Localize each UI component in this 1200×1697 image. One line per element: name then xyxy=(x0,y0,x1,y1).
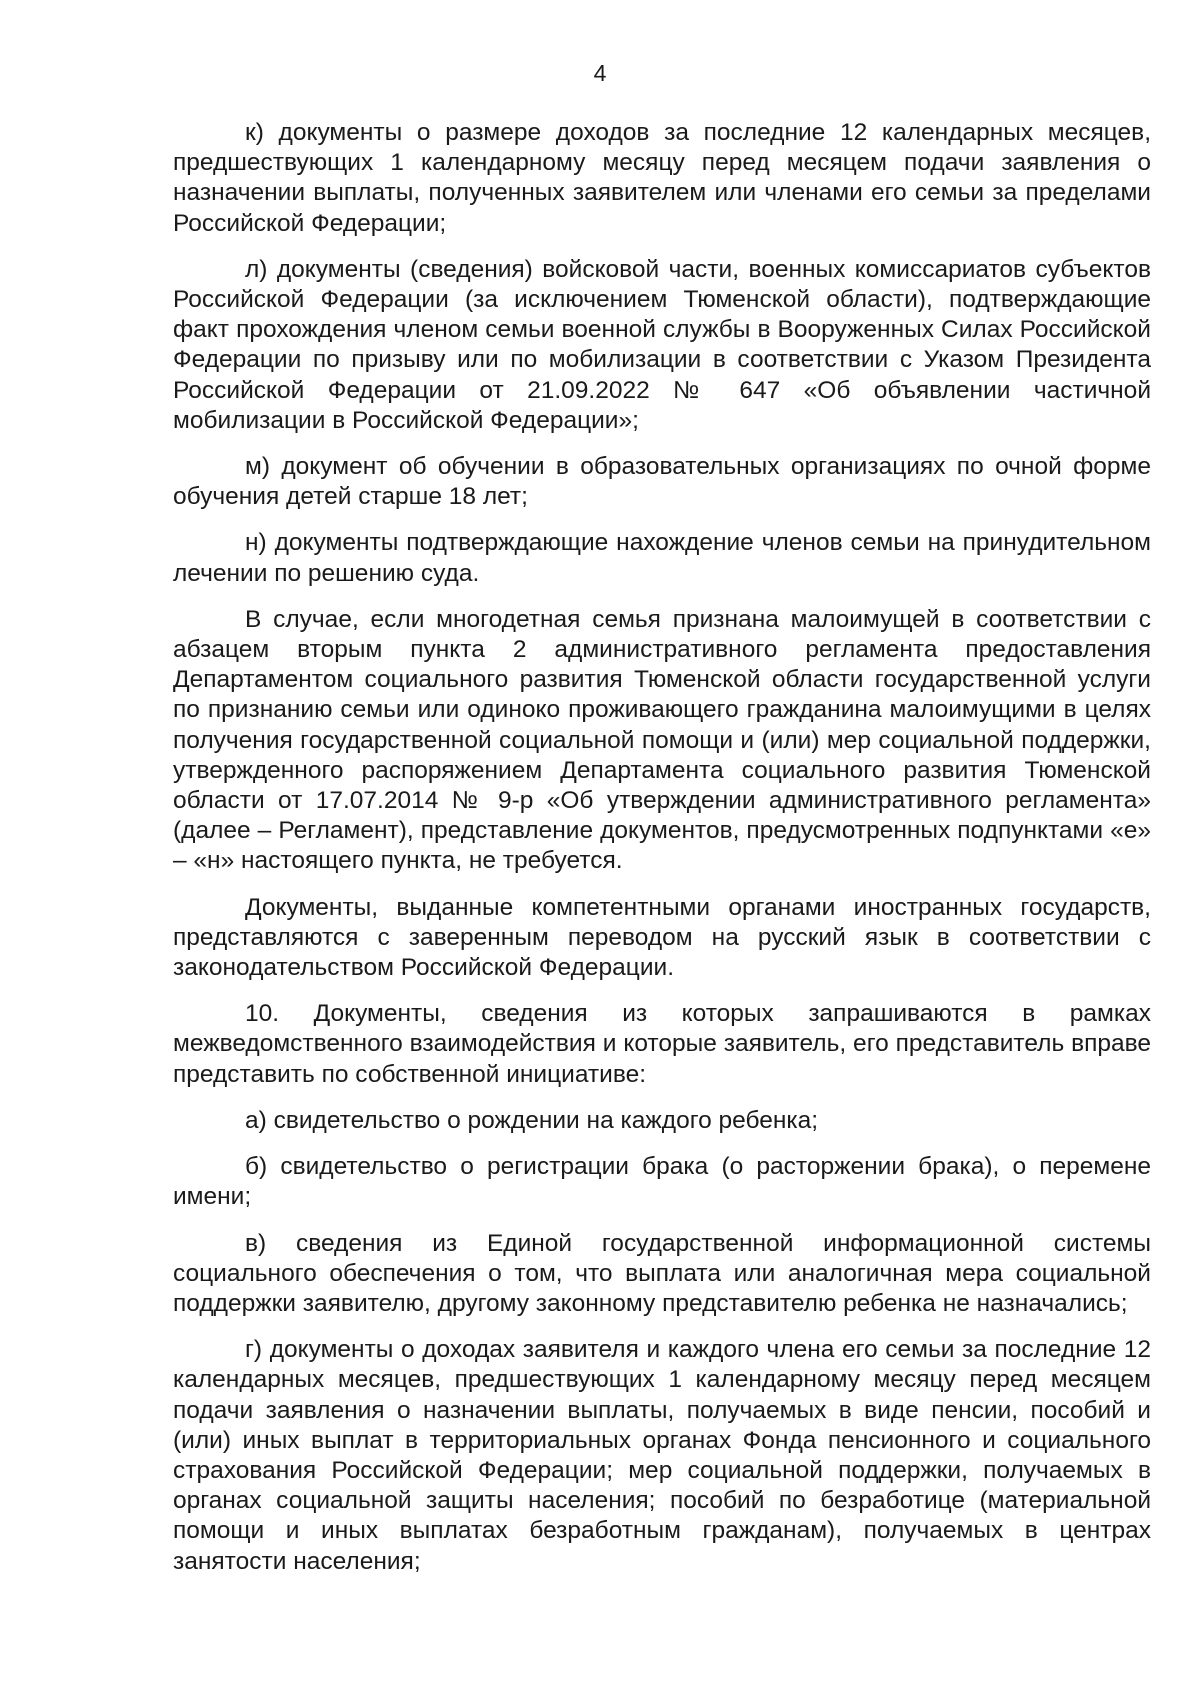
document-body xyxy=(173,118,1151,1593)
paragraph-v-social-security-info: в) сведения из Единой государственной информационной системы социального обеспечения о том, что выплата или аналогичная мера социальной поддержки заявителю, другому законному представителю ребенка не назначались; xyxy=(173,1229,1151,1317)
paragraph-low-income-family-exemption: В случае, если многодетная семья признана малоимущей в соответствии с абзацем вторым пункта 2 административного регламента предоставления Департаментом социального развития Тюменской области государственной услуги по признанию семьи или одиноко проживающего гражданина малоимущими в целях получения государственной социальной помощи и (или) мер социальной поддержки, утвержденного распоряжением Департамента социального развития Тюменской области от 17.07.2014 № 9-р «Об утверждении административного регламента» (далее – Регламент), представление документов, предусмотренных подпунктами «е» – «н» настоящего пункта, не требуется. xyxy=(173,605,1151,875)
page-number: 4 xyxy=(593,60,607,86)
paragraph-m-education-document: м) документ об обучении в образовательных организациях по очной форме обучения детей старше 18 лет; xyxy=(173,453,1151,511)
paragraph-n-compulsory-treatment-documents: н) документы подтверждающие нахождение членов семьи на принудительном лечении по решению суда. xyxy=(173,529,1151,587)
paragraph-k-foreign-income-documents: к) документы о размере доходов за последние 12 календарных месяцев, предшествующих 1 календарному месяцу перед месяцем подачи заявления о назначении выплаты, полученных заявителем или членами его семьи за пределами Российской Федерации; xyxy=(173,119,1151,237)
paragraph-foreign-documents-translation: Документы, выданные компетентными органами иностранных государств, представляются с заверенным переводом на русский язык в соответствии с законодательством Российской Федерации. xyxy=(173,893,1151,982)
paragraph-g-income-documents: г) документы о доходах заявителя и каждого члена его семьи за последние 12 календарных месяцев, предшествующих 1 календарному месяцу перед месяцем подачи заявления о назначении выплаты, получаемых в виде пенсии, пособий и (или) иных выплат в территориальных органах Фонда пенсионного и социального страхования Российской Федерации; мер социальной поддержки, получаемых в органах социальной защиты населения; пособий по безработице (материальной помощи и иных выплатах безработным гражданам), получаемых в центрах занятости населения; xyxy=(173,1336,1151,1575)
paragraph-l-military-service-documents: л) документы (сведения) войсковой части, военных комиссариатов субъектов Российской Федерации (за исключением Тюменской области), подтверждающие факт прохождения членом семьи военной службы в Вооруженных Силах Российской Федерации по призыву или по мобилизации в соответствии с Указом Президента Российской Федерации от 21.09.2022 № 647 «Об объявлении частичной мобилизации в Российской Федерации»; xyxy=(173,255,1151,434)
paragraph-a-birth-certificate: а) свидетельство о рождении на каждого ребенка; xyxy=(245,1106,819,1134)
paragraph-b-marriage-certificate: б) свидетельство о регистрации брака (о расторжении брака), о перемене имени; xyxy=(173,1153,1151,1211)
paragraph-item-10-interagency-documents: 10. Документы, сведения из которых запрашиваются в рамках межведомственного взаимодействия и которые заявитель, его представитель вправе представить по собственной инициативе: xyxy=(173,1000,1151,1088)
